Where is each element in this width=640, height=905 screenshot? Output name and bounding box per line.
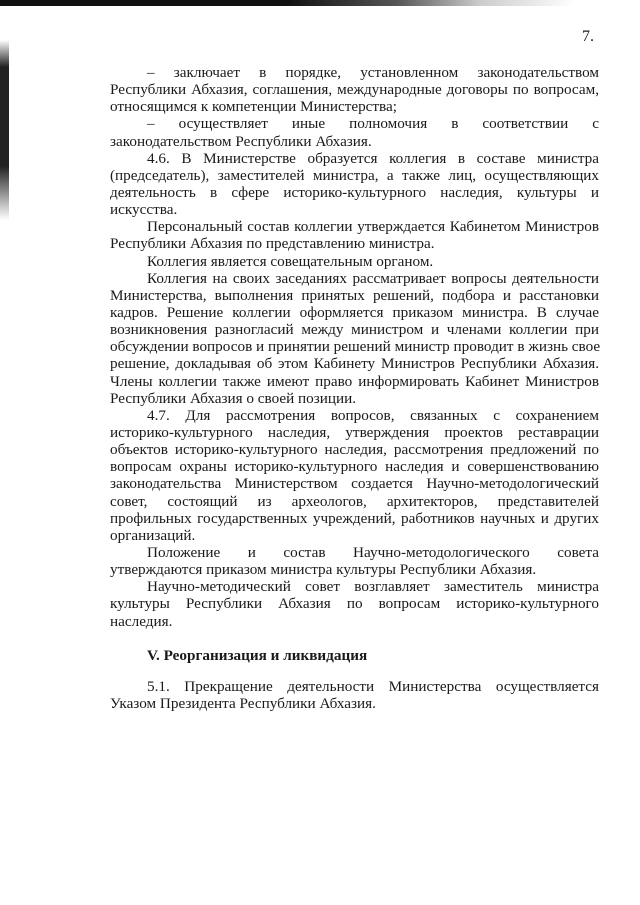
section-heading: V. Реорганизация и ликвидация (147, 646, 368, 664)
text-line: законодательства Министерством создается Научно-методологический (110, 475, 599, 493)
text-line: Положение и состав Научно-методологического совета (147, 543, 599, 561)
scan-edge-left (0, 40, 9, 220)
text-line: искусства. (110, 201, 178, 219)
paragraph (110, 270, 599, 407)
text-line: совет, состоящий из археологов, архитекторов, представителей (110, 492, 599, 510)
text-line: Указом Президента Республики Абхазия. (110, 694, 376, 712)
text-line: – заключает в порядке, установленном законодательством (147, 64, 599, 81)
text-line: объектов историко-культурного наследия, рассмотрения предложений по (110, 441, 599, 459)
paragraphs-section (110, 64, 599, 630)
paragraph (110, 578, 599, 629)
text-line: историко-культурного наследия, утверждения проектов реставрации (110, 423, 599, 441)
paragraph (110, 150, 599, 219)
page-number: 7. (582, 28, 594, 45)
paragraph (110, 253, 599, 270)
text-line: утверждаются приказом министра культуры Республики Абхазия. (110, 561, 537, 579)
text-line: культуры Республики Абхазия по вопросам историко-культурного (110, 595, 599, 613)
section-v-paragraphs (110, 678, 599, 712)
text-line: Персональный состав коллегии утверждается Кабинетом Министров (147, 218, 599, 236)
text-line: 4.7. Для рассмотрения вопросов, связанных с сохранением (147, 406, 599, 424)
paragraph (110, 218, 599, 252)
text-line: 5.1. Прекращение деятельности Министерства осуществляется (147, 677, 599, 695)
text-line: Члены коллегии также имеют право информировать Кабинет Министров (110, 372, 599, 390)
text-line: вопросам охраны историко-культурного наследия и совершенствованию (110, 458, 599, 476)
text-line: кадров. Решение коллегии оформляется приказом министра. В случае (110, 303, 599, 321)
text-line: законодательством Республики Абхазия. (110, 132, 372, 150)
text-line: решение, докладывая об этом Кабинету Министров Республики Абхазия. (110, 355, 599, 373)
text-line: Республики Абхазия по представлению министра. (110, 235, 435, 253)
text-line: (председатель), заместителей министра, а также лиц, осуществляющих (110, 166, 599, 184)
text-line: относящимся к компетенции Министерства; (110, 98, 397, 116)
text-line: Коллегия является совещательным органом. (147, 252, 434, 270)
paragraph (110, 407, 599, 544)
text-line: Республики Абхазия, соглашения, международные договоры по вопросам, (110, 81, 599, 99)
text-line: Научно-методический совет возглавляет заместитель министра (147, 578, 599, 596)
text-line: обсуждении вопросов и принятии решений министр проводит в жизнь свое (110, 338, 601, 356)
text-line: организаций. (110, 526, 196, 544)
text-line: наследия. (110, 612, 173, 630)
text-line: 4.6. В Министерстве образуется коллегия в составе министра (147, 149, 599, 167)
document-body (110, 64, 599, 712)
paragraph (110, 678, 599, 712)
text-line: профильных государственных учреждений, работников научных и других (110, 509, 599, 527)
text-line: Республики Абхазия о своей позиции. (110, 389, 357, 407)
text-line: Министерства, выполнения принятых решений, подбора и расстановки (110, 286, 599, 304)
scan-edge-top (0, 0, 640, 6)
paragraph (110, 115, 599, 149)
text-line: возникновения разногласий между министром и членами коллегии при (110, 321, 599, 339)
text-line: Коллегия на своих заседаниях рассматривает вопросы деятельности (147, 269, 599, 287)
text-line: – осуществляет иные полномочия в соответствии с (147, 115, 599, 133)
paragraph (110, 544, 599, 578)
text-line: деятельность в сфере историко-культурного наследия, культуры и (110, 183, 599, 201)
paragraph (110, 64, 599, 115)
